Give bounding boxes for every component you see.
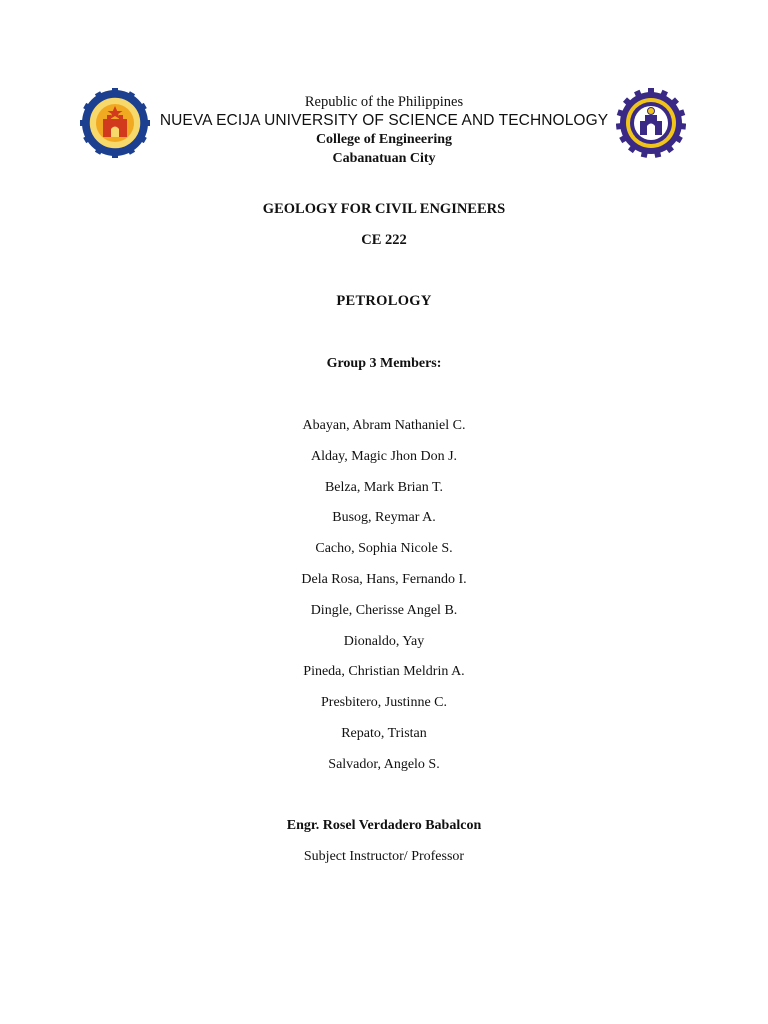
member-name: Abayan, Abram Nathaniel C. bbox=[302, 418, 466, 433]
member-name: Pineda, Christian Meldrin A. bbox=[303, 664, 465, 680]
republic-line: Republic of the Philippines bbox=[304, 94, 464, 110]
instructor-role: Subject Instructor/ Professor bbox=[303, 849, 465, 864]
member-name: Cacho, Sophia Nicole S. bbox=[315, 541, 453, 557]
member-name: Salvador, Angelo S. bbox=[328, 756, 440, 772]
member-name: Presbitero, Justinne C. bbox=[321, 695, 447, 711]
member-name: Dionaldo, Yay bbox=[343, 633, 425, 649]
member-name: Dela Rosa, Hans, Fernando I. bbox=[301, 571, 467, 587]
member-list bbox=[0, 419, 768, 789]
university-name: NUEVA ECIJA UNIVERSITY OF SCIENCE AND TECHNOLOGY bbox=[159, 112, 609, 129]
topic-title: PETROLOGY bbox=[336, 293, 432, 309]
member-name: Belza, Mark Brian T. bbox=[324, 479, 444, 495]
college-name: College of Engineering bbox=[315, 132, 453, 147]
city-name: Cabanatuan City bbox=[332, 151, 436, 166]
member-name: Repato, Tristan bbox=[341, 725, 427, 741]
course-code: CE 222 bbox=[361, 232, 407, 248]
course-title: GEOLOGY FOR CIVIL ENGINEERS bbox=[262, 201, 506, 217]
instructor-name: Engr. Rosel Verdadero Babalcon bbox=[286, 818, 482, 833]
member-name: Busog, Reymar A. bbox=[332, 510, 436, 526]
member-name: Dingle, Cherisse Angel B. bbox=[310, 602, 458, 618]
group-heading: Group 3 Members: bbox=[326, 356, 442, 371]
member-name: Alday, Magic Jhon Don J. bbox=[310, 448, 458, 464]
